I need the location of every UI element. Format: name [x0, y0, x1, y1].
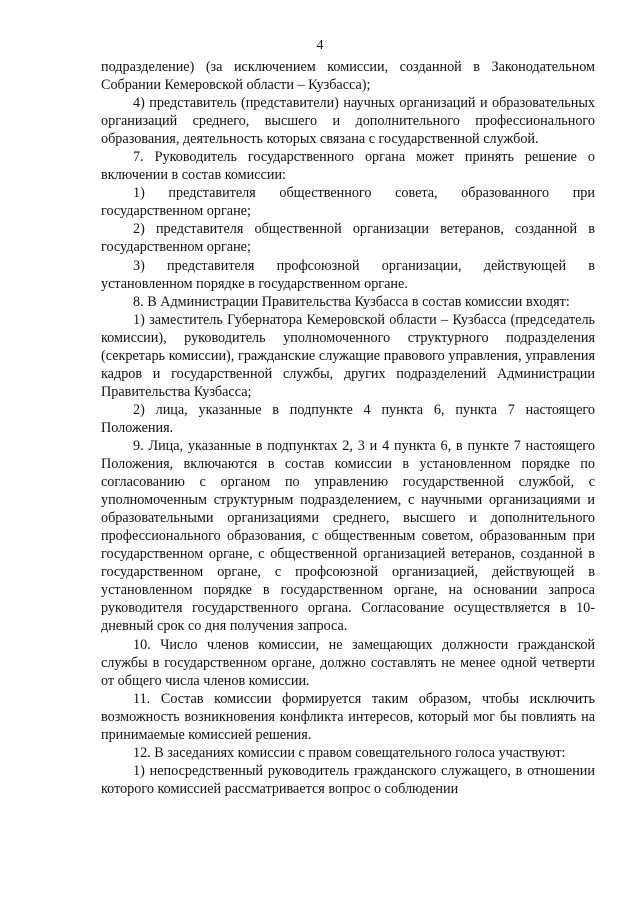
paragraph: 7. Руководитель государственного органа может принять решение о включении в состав комиссии:: [101, 149, 595, 184]
document-body: [101, 58, 595, 798]
paragraph: 2) представителя общественной организации ветеранов, созданной в государственном органе;: [101, 221, 595, 256]
paragraph: 8. В Администрации Правительства Кузбасса в состав комиссии входят:: [133, 293, 570, 310]
page-number: 4: [316, 38, 324, 53]
paragraph: 1) непосредственный руководитель гражданского служащего, в отношении которого комиссией рассматривается вопрос о соблюдении: [101, 762, 595, 797]
paragraph: 4) представитель (представители) научных организаций и образовательных организаций среднего, высшего и дополнительного профессионального образования, деятельность которых связана с государственной службой.: [101, 95, 595, 148]
paragraph: 1) заместитель Губернатора Кемеровской области – Кузбасса (председатель комиссии), руководитель уполномоченного структурного подразделения (секретарь комиссии), гражданские служащие правового управления, управления кадров и государственной службы, других подразделений Администрации Правительства Кузбасса;: [101, 311, 595, 400]
paragraph: 3) представителя профсоюзной организации, действующей в установленном порядке в государственном органе.: [101, 257, 595, 292]
paragraph: 11. Состав комиссии формируется таким образом, чтобы исключить возможность возникновения конфликта интересов, который мог бы повлиять на принимаемые комиссией решения.: [101, 690, 595, 743]
paragraph: 2) лица, указанные в подпункте 4 пункта 6, пункта 7 настоящего Положения.: [101, 401, 595, 436]
paragraph: 9. Лица, указанные в подпунктах 2, 3 и 4 пункта 6, в пункте 7 настоящего Положения, включаются в состав комиссии в установленном порядке по согласованию с органом по управлению государственной службой, с уполномоченным структурным подразделением, с научными организациями и образовательными организациями среднего, высшего и дополнительного профессионального образования, с общественным советом, образованным при государственном органе, с общественной организацией ветеранов, созданной в государственном органе, с профсоюзной организацией, действующей в установленном порядке в государственном органе, на основании запроса руководителя государственного органа. Согласование осуществляется в 10-дневный срок со дня получения запроса.: [101, 437, 595, 635]
paragraph: 1) представителя общественного совета, образованного при государственном органе;: [101, 185, 595, 220]
paragraph: 12. В заседаниях комиссии с правом совещательного голоса участвуют:: [133, 744, 566, 761]
paragraph: 10. Число членов комиссии, не замещающих должности гражданской службы в государственном органе, должно составлять не менее одной четверти от общего числа членов комиссии.: [101, 636, 595, 689]
paragraph: подразделение) (за исключением комиссии, созданной в Законодательном Собрании Кемеровской области – Кузбасса);: [101, 59, 595, 94]
